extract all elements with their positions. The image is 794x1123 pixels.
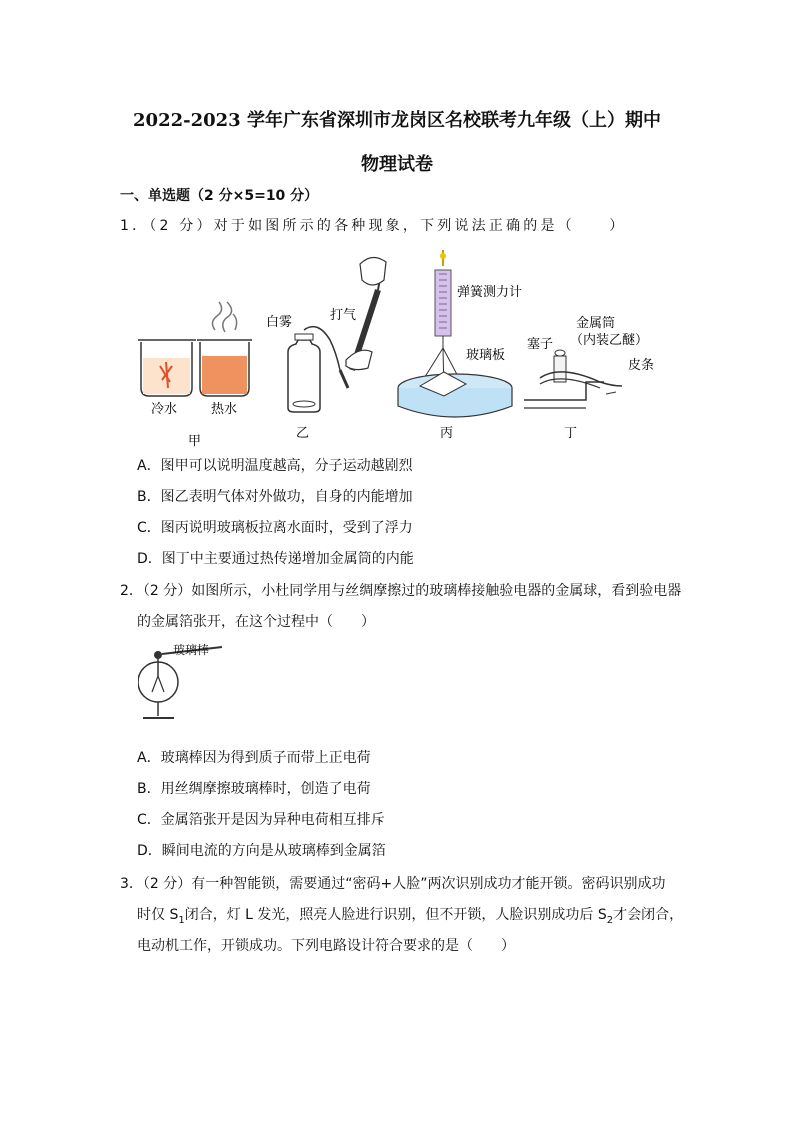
label-glass-plate: 玻璃板 xyxy=(466,348,506,363)
q2-option-b: B．用丝绸摩擦玻璃棒时，创造了电荷 xyxy=(137,781,371,797)
question-3-line2 xyxy=(137,905,683,931)
beaker-cold-water xyxy=(138,340,196,396)
label-ether: （内装乙醚） xyxy=(570,333,649,348)
question-1-stem: 1．（2 分）对于如图所示的各种现象，下列说法正确的是（ ） xyxy=(120,218,627,234)
label-ding: 丁 xyxy=(564,426,578,441)
q1-option-c: C．图丙说明玻璃板拉离水面时，受到了浮力 xyxy=(137,520,413,536)
q3-text-c: 才会闭合， xyxy=(613,907,684,923)
question-3-line1: 3．（2 分）有一种智能锁，需要通过“密码+人脸”两次识别成功才能开锁。密码识别成功 xyxy=(120,876,666,892)
metal-tube-setup xyxy=(524,350,622,408)
label-yi: 乙 xyxy=(296,426,310,441)
question-2-stem-line2: 的金属箔张开，在这个过程中（ ） xyxy=(137,614,375,630)
spring-scale-setup xyxy=(398,250,512,417)
label-bing: 丙 xyxy=(440,426,454,441)
label-spring-scale: 弹簧测力计 xyxy=(457,285,523,300)
exam-title-line2: 物理试卷 xyxy=(361,154,433,175)
label-cold-water: 冷水 xyxy=(151,402,178,417)
q2-option-a: A．玻璃棒因为得到质子而带上正电荷 xyxy=(137,750,371,766)
question-2-stem-line1: 2．（2 分）如图所示，小杜同学用与丝绸摩擦过的玻璃棒接触验电器的金属球，看到验电器 xyxy=(120,583,682,599)
q3-text-a: 时仅 S xyxy=(137,907,179,923)
q1-option-b: B．图乙表明气体对外做功，自身的内能增加 xyxy=(137,489,413,505)
q2-option-c: C．金属箔张开是因为异种电荷相互排斥 xyxy=(137,812,385,828)
question-3-line3: 电动机工作，开锁成功。下列电路设计符合要求的是（ ） xyxy=(137,938,515,954)
q1-option-d: D．图丁中主要通过热传递增加金属筒的内能 xyxy=(137,551,414,567)
label-strap: 皮条 xyxy=(628,358,655,373)
section-heading: 一、单选题（2 分×5=10 分） xyxy=(120,188,319,204)
q2-option-d: D．瞬间电流的方向是从玻璃棒到金属箔 xyxy=(137,843,386,859)
label-jia: 甲 xyxy=(188,434,202,449)
label-white-fog: 白雾 xyxy=(266,315,293,330)
beaker-hot-water xyxy=(197,302,252,396)
exam-title-line1: 2022-2023 学年广东省深圳市龙岗区名校联考九年级（上）期中 xyxy=(133,110,661,131)
question-1-figure xyxy=(130,246,690,450)
bottle-and-pump xyxy=(288,257,386,412)
label-hot-water: 热水 xyxy=(211,402,238,417)
q3-text-b: 闭合，灯 L 发光，照亮人脸进行识别，但不开锁，人脸识别成功后 S xyxy=(184,907,607,923)
label-glass-rod: 玻璃棒 xyxy=(173,643,210,657)
label-plug: 塞子 xyxy=(527,337,554,352)
q1-option-a: A．图甲可以说明温度越高，分子运动越剧烈 xyxy=(137,458,413,474)
label-metal-tube: 金属筒 xyxy=(576,316,616,331)
q3-sub-1: 1 xyxy=(178,914,185,926)
label-pump: 打气 xyxy=(330,308,357,323)
q3-sub-2: 2 xyxy=(606,914,614,926)
